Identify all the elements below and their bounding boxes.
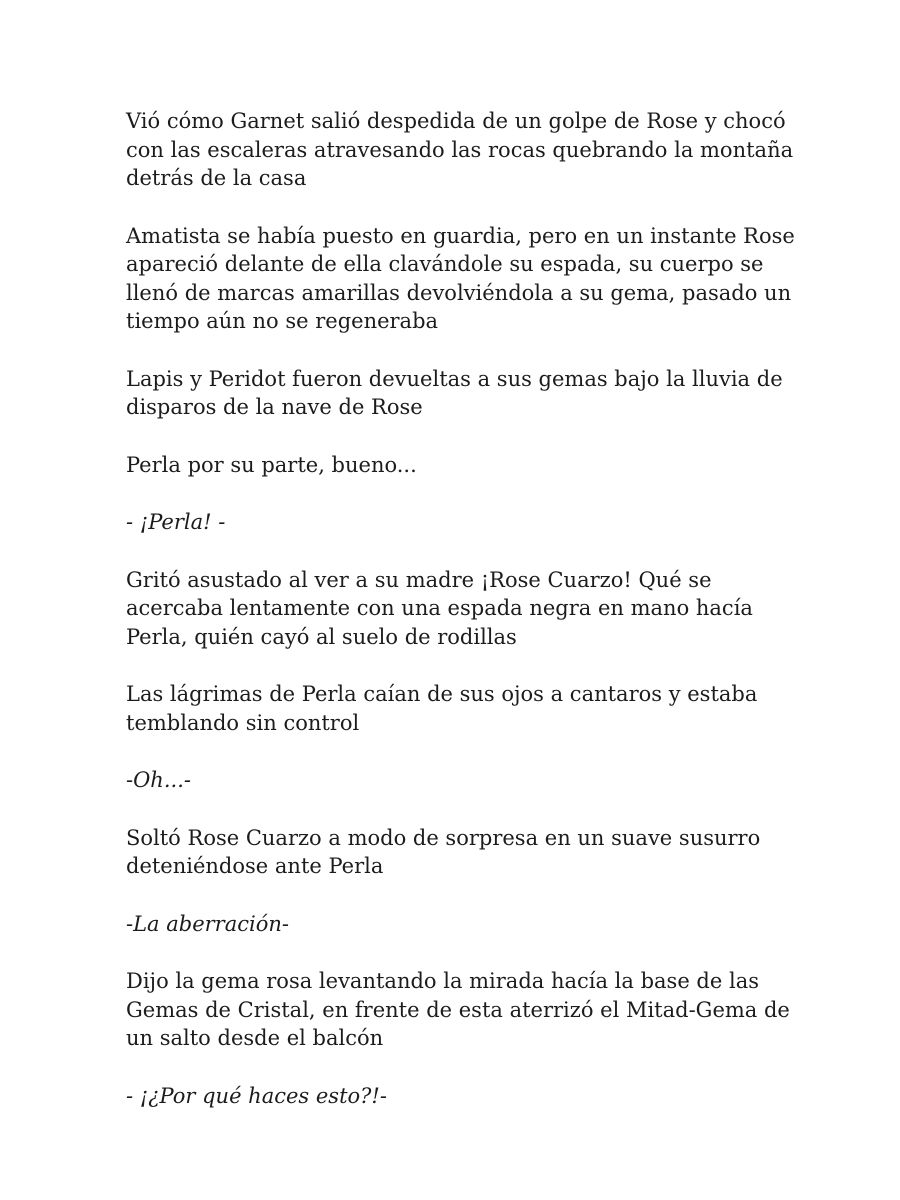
paragraph-6: Las lágrimas de Perla caían de sus ojos a cantaros y estaba temblando sin control [126, 682, 758, 735]
paragraph-2: Amatista se había puesto en guardia, pero en un instante Rose apareció delante de ella clavándole su espada, su cuerpo se llenó de marcas amarillas devolviéndola a su gema, pasado un tiempo aún no se regeneraba [126, 223, 795, 333]
dialog-line-1: - ¡Perla! - [126, 510, 226, 534]
paragraph-4: Perla por su parte, bueno... [126, 452, 417, 477]
dialog-line-3: -La aberración- [126, 911, 289, 936]
dialog-line-4: - ¡¿Por qué haces esto?!- [126, 1083, 387, 1108]
dialog-line-2: -Oh...- [126, 768, 191, 792]
paragraph-7: Soltó Rose Cuarzo a modo de sorpresa en un suave susurro deteniéndose ante Perla [126, 825, 761, 878]
paragraph-1: Vió cómo Garnet salió despedida de un golpe de Rose y chocó con las escaleras atravesando las rocas quebrando la montaña detrás de la casa [126, 109, 794, 190]
paragraph-8: Dijo la gema rosa levantando la mirada hacía la base de las Gemas de Cristal, en frente de esta aterrizó el Mitad-Gema de un salto desde el balcón [126, 969, 790, 1050]
paragraph-3: Lapis y Peridot fueron devueltas a sus gemas bajo la lluvia de disparos de la nave de Rose [126, 366, 783, 419]
paragraph-5: Gritó asustado al ver a su madre ¡Rose Cuarzo! Qué se acercaba lentamente con una espada negra en mano hacía Perla, quién cayó al suelo de rodillas [126, 567, 753, 649]
